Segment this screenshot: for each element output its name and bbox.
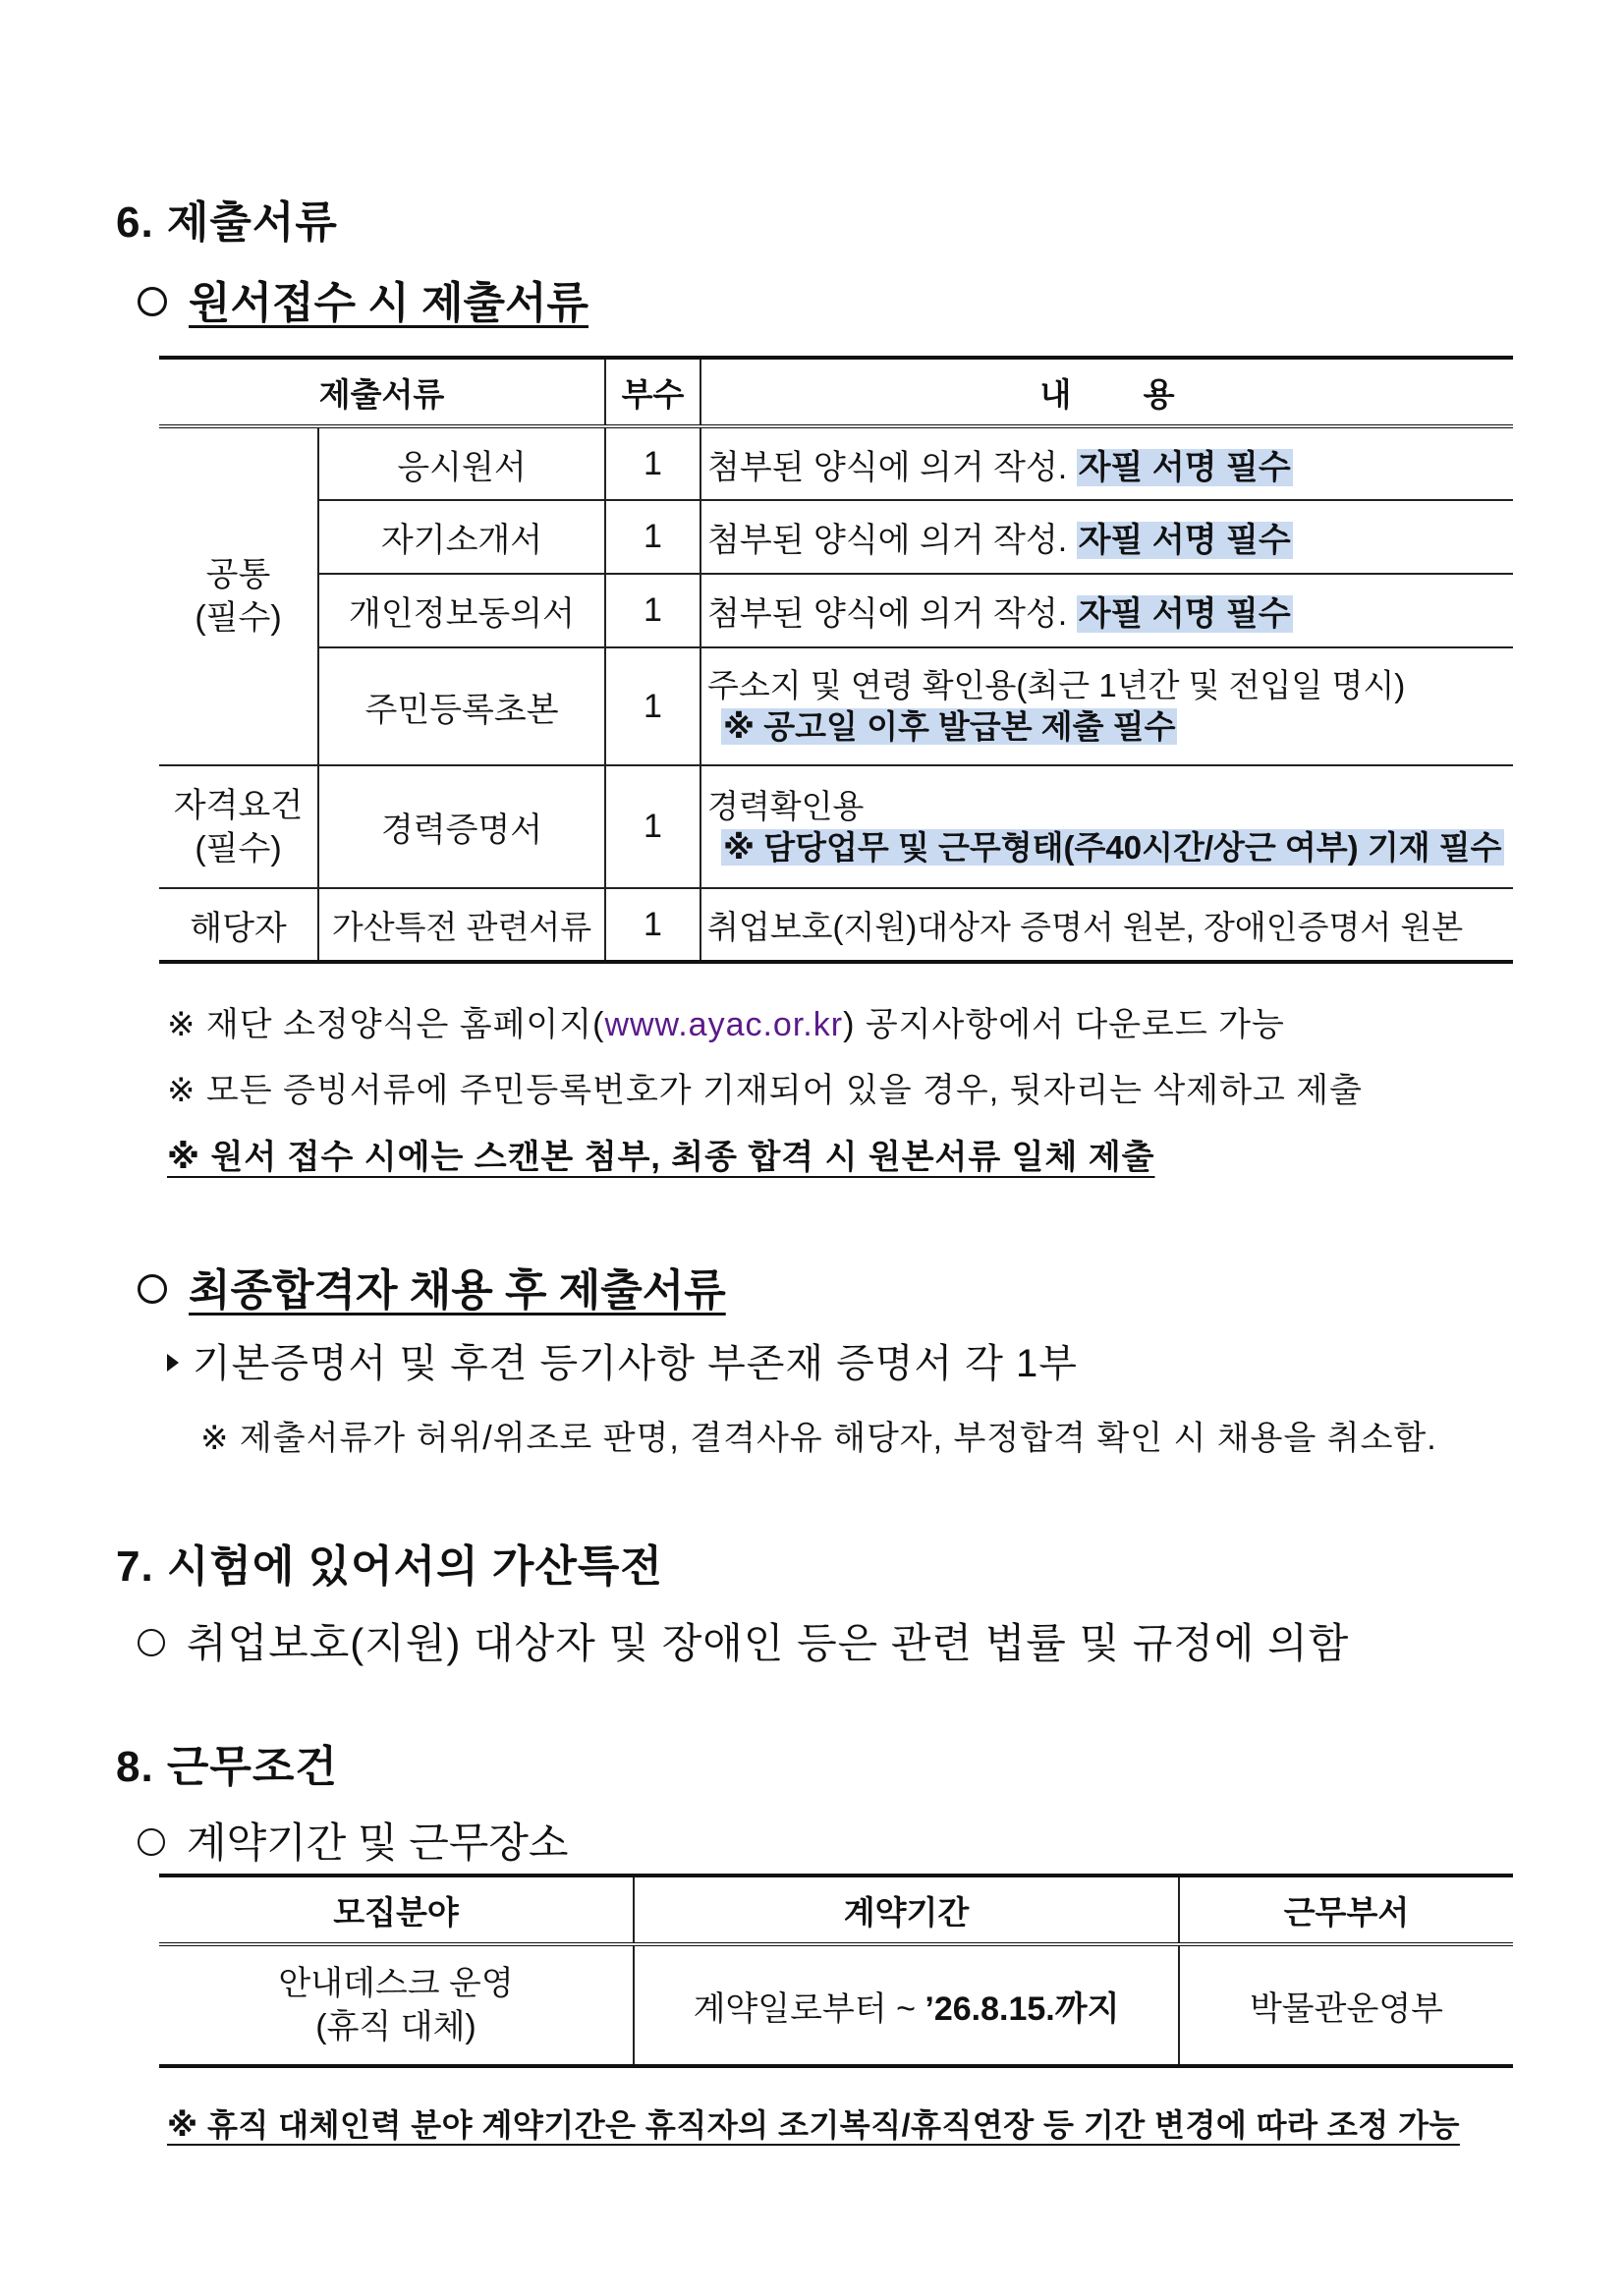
table-row	[159, 647, 1513, 765]
doc-content	[700, 500, 1513, 574]
doc-count: 1	[605, 574, 700, 647]
doc-name: 응시원서	[318, 426, 605, 500]
doc-name: 자기소개서	[318, 500, 605, 574]
content-text: 첨부된 양식에 의거 작성.	[707, 522, 1068, 559]
doc-name: 가산특전 관련서류	[318, 888, 605, 962]
table-row	[159, 1944, 1513, 2066]
header-content: 내 용	[700, 358, 1513, 426]
circle-bullet-icon	[138, 1828, 165, 1856]
homepage-link[interactable]: www.ayac.or.kr	[604, 1006, 844, 1043]
note-resident-number: ※ 모든 증빙서류에 주민등록번호가 기재되어 있을 경우, 뒷자리는 삭제하고 제출	[167, 1072, 1363, 1109]
circle-bullet-icon	[138, 1274, 167, 1304]
note-cancellation: ※ 제출서류가 허위/위조로 판명, 결격사유 해당자, 부정합격 확인 시 채용을 취소함.	[200, 1420, 1437, 1457]
note-text: ) 공지사항에서 다운로드 가능	[843, 1006, 1285, 1043]
subheading-final-docs	[138, 1255, 726, 1317]
submission-docs-table	[159, 356, 1513, 964]
header-field: 모집분야	[159, 1876, 634, 1944]
content-text: 첨부된 양식에 의거 작성.	[707, 595, 1068, 633]
section-7-item	[138, 1611, 1349, 1670]
highlight-text: ※ 공고일 이후 발급본 제출 필수	[723, 708, 1176, 745]
table-row	[159, 765, 1513, 888]
content-text: 첨부된 양식에 의거 작성.	[707, 448, 1068, 486]
doc-count: 1	[605, 426, 700, 500]
doc-count: 1	[605, 500, 700, 574]
header-doc: 제출서류	[159, 358, 605, 426]
content-text: 경력확인용	[707, 787, 865, 824]
table-row	[159, 426, 1513, 500]
item-text: 기본증명서 및 후견 등기사항 부존재 증명서 각 1부	[193, 1342, 1078, 1385]
table-row	[159, 888, 1513, 962]
table-header-row	[159, 358, 1513, 426]
triangle-bullet-icon	[167, 1354, 179, 1372]
field-name: 안내데스크 운영	[278, 1965, 514, 2002]
item-text: 계약기간 및 근무장소	[187, 1820, 569, 1866]
highlight-text: ※ 담당업무 및 근무형태(주40시간/상근 여부) 기재 필수	[723, 828, 1502, 866]
section-7-title: 7. 시험에 있어서의 가산특전	[116, 1542, 663, 1591]
note-scan-original: ※ 원서 접수 시에는 스캔본 첨부, 최종 합격 시 원본서류 일체 제출	[167, 1139, 1155, 1176]
doc-content	[700, 426, 1513, 500]
table-header-row	[159, 1876, 1513, 1944]
field-note: (휴직 대체)	[315, 2008, 476, 2045]
doc-content	[700, 574, 1513, 647]
doc-count: 1	[605, 765, 700, 888]
dept-cell: 박물관운영부	[1179, 1944, 1513, 2066]
table-row	[159, 500, 1513, 574]
note-text: ※ 재단 소정양식은 홈페이지(	[167, 1006, 605, 1043]
circle-bullet-icon	[138, 1629, 165, 1656]
note-form-download	[167, 997, 1285, 1045]
doc-content: 취업보호(지원)대상자 증명서 원본, 장애인증명서 원본	[700, 888, 1513, 962]
period-text: 계약일로부터 ~	[693, 1989, 925, 2028]
header-count: 부수	[605, 358, 700, 426]
group-applicable: 해당자	[159, 888, 318, 962]
circle-bullet-icon	[138, 287, 167, 316]
highlight-text: 자필 서명 필수	[1078, 595, 1291, 633]
header-period: 계약기간	[634, 1876, 1179, 1944]
table-row	[159, 574, 1513, 647]
doc-name: 개인정보동의서	[318, 574, 605, 647]
item-text: 취업보호(지원) 대상자 및 장애인 등은 관련 법률 및 규정에 의함	[187, 1620, 1350, 1666]
section-6-title: 6. 제출서류	[116, 198, 338, 247]
highlight-text: 자필 서명 필수	[1078, 522, 1291, 559]
doc-content	[700, 765, 1513, 888]
field-cell	[159, 1944, 634, 2066]
period-date: ’26.8.15.까지	[924, 1989, 1120, 2028]
work-conditions-table	[159, 1874, 1513, 2068]
section-8-title: 8. 근무조건	[116, 1743, 338, 1791]
note-contract-adjust: ※ 휴직 대체인력 분야 계약기간은 휴직자의 조기복직/휴직연장 등 기간 변경에 따라 조정 가능	[167, 2107, 1460, 2143]
subheading-text: 원서접수 시 제출서류	[189, 279, 588, 327]
doc-count: 1	[605, 647, 700, 765]
group-common: 공통 (필수)	[159, 426, 318, 765]
group-qualification: 자격요건 (필수)	[159, 765, 318, 888]
doc-content	[700, 647, 1513, 765]
subheading-text: 최종합격자 채용 후 제출서류	[189, 1266, 726, 1315]
doc-name: 주민등록초본	[318, 647, 605, 765]
period-cell	[634, 1944, 1179, 2066]
highlight-text: 자필 서명 필수	[1078, 448, 1291, 486]
header-dept: 근무부서	[1179, 1876, 1513, 1944]
doc-count: 1	[605, 888, 700, 962]
doc-name: 경력증명서	[318, 765, 605, 888]
subheading-application-docs	[138, 267, 588, 330]
content-text: 주소지 및 연령 확인용(최근 1년간 및 전입일 명시)	[707, 667, 1406, 703]
final-docs-item	[167, 1332, 1078, 1388]
section-8-sub	[138, 1811, 569, 1870]
